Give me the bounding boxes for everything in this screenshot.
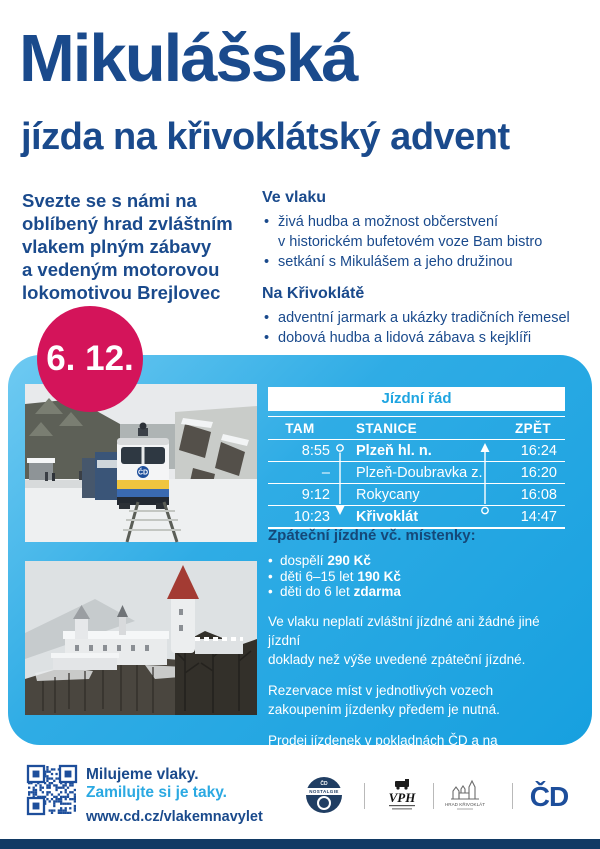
fare-note: Rezervace míst v jednotlivých vozech zakoupením jízdenky předem je nutná. (268, 682, 500, 717)
fares-section (268, 527, 571, 769)
train-photo (25, 384, 257, 542)
column-header-stanice: STANICE (356, 420, 418, 436)
column-header-tam: TAM (285, 420, 315, 436)
column-header-zpet: ZPĚT (514, 420, 552, 436)
qr-code (28, 766, 76, 814)
timetable-body (268, 416, 565, 529)
castle-photo (25, 561, 257, 715)
fare-note: Prodej jízdenek v pokladnách ČD a na www.cd.cz/eshop od 11. 11. 2025. (268, 732, 498, 767)
na-krivoklate-list (262, 308, 584, 348)
date-badge: 6. 12. (37, 306, 143, 412)
logo-separator (512, 783, 513, 809)
footer-url: www.cd.cz/vlakemnavylet (86, 809, 263, 825)
logo-separator (364, 783, 365, 809)
svg-text:HRAD KŘIVOKLÁT: HRAD KŘIVOKLÁT (444, 802, 486, 807)
footer-slogan (86, 766, 263, 826)
slogan-line-1: Milujeme vlaky. (86, 766, 199, 783)
timetable (268, 387, 565, 529)
hrad-krivoklat-logo (444, 777, 486, 818)
list-item: • živá hudba a možnost občerstvení v historickém bufetovém voze Bam bistro (262, 212, 584, 252)
info-sections (262, 189, 584, 361)
castle-icon (451, 781, 479, 799)
fare-note: Ve vlaku neplatí zvláštní jízdné ani žádné jiné jízdní doklady než výše uvedené zpáteční jízdné. (268, 613, 540, 667)
list-item: • dobová hudba a lidová zábava s kejklíři (262, 328, 584, 348)
train-photo-art (25, 384, 257, 542)
ve-vlaku-list (262, 212, 584, 272)
table-row: – Plzeň-Doubravka z. 16:20 (268, 461, 565, 483)
timetable-title: Jízdní řád (268, 387, 565, 411)
fares-heading: Zpáteční jízdné vč. místenky: (268, 527, 476, 544)
page-subtitle: jízda na křivoklátský advent (21, 116, 510, 158)
logo-separator (433, 783, 434, 809)
svg-text:ČD: ČD (529, 781, 569, 812)
table-row: 10:23 Křivoklát 14:47 (268, 505, 565, 527)
table-row: 9:12 Rokycany 16:08 (268, 483, 565, 505)
section-heading-na-krivoklate: Na Křivoklátě (262, 285, 365, 302)
list-item: • děti 6–15 let 190 Kč (268, 569, 571, 585)
castle-photo-art (25, 561, 257, 715)
fares-list (268, 553, 571, 600)
wheel-icon (317, 796, 331, 810)
list-item: • setkání s Mikulášem a jeho družinou (262, 252, 584, 272)
section-heading-ve-vlaku: Ve vlaku (262, 189, 327, 206)
svg-text:VPH: VPH (388, 790, 416, 805)
intro-text: Svezte se s námi na oblíbený hrad zvláštním vlakem plným zábavy a vedeným motorovou lokomotivou Brejlovec (22, 190, 233, 303)
list-item: • dospělí 290 Kč (268, 553, 571, 569)
timetable-header-row (268, 416, 565, 439)
page-title: Mikulášská (19, 21, 357, 96)
cd-logo (522, 780, 576, 817)
list-item: • adventní jarmark a ukázky tradičních řemesel (262, 308, 584, 328)
table-row: 8:55 Plzeň hl. n. 16:24 (268, 439, 565, 461)
cd-nostalgie-logo: ČD NOSTALGIE (306, 777, 342, 813)
vph-logo (383, 779, 421, 818)
footer-bar (0, 839, 600, 849)
svg-text:ČD: ČD (137, 469, 149, 477)
list-item: • děti do 6 let zdarma (268, 584, 571, 600)
slogan-line-2: Zamilujte si je taky. (86, 784, 227, 801)
